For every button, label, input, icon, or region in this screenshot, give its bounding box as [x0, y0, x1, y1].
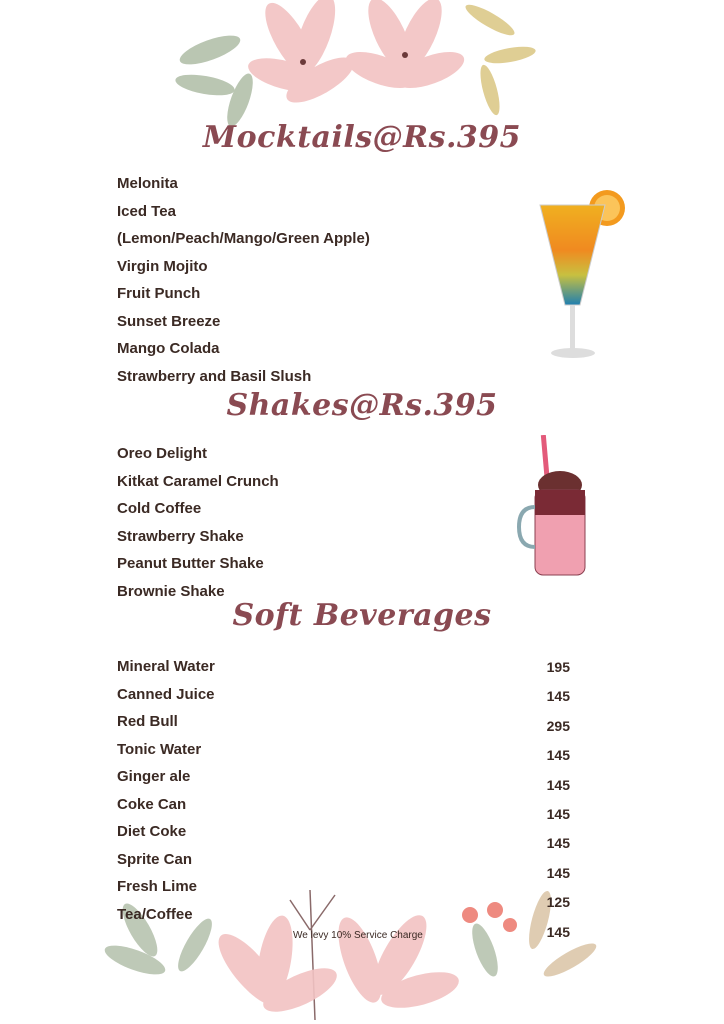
price: 145	[546, 864, 570, 881]
list-item: Brownie Shake	[117, 582, 225, 600]
list-item: Melonita	[117, 175, 178, 192]
shake-jar-illustration	[515, 435, 595, 585]
price: 145	[546, 776, 570, 793]
list-item: Coke Can	[117, 795, 187, 813]
shakes-list	[117, 445, 279, 610]
soft-beverages-heading: Soft Beverages	[232, 598, 492, 633]
shakes-heading: Shakes@Rs.395	[226, 388, 498, 423]
price: 295	[546, 717, 570, 734]
price: 145	[546, 688, 570, 705]
list-item: Strawberry and Basil Slush	[117, 367, 312, 385]
list-item: Diet Coke	[117, 823, 187, 840]
list-item: Ginger ale	[117, 768, 191, 785]
list-item: Red Bull	[117, 713, 178, 730]
price: 145	[546, 805, 570, 822]
list-item: Peanut Butter Shake	[117, 555, 264, 572]
price: 145	[546, 923, 570, 940]
mocktails-list	[117, 175, 370, 395]
list-item: Kitkat Caramel Crunch	[117, 472, 279, 490]
price: 145	[546, 835, 570, 852]
mocktails-heading: Mocktails@Rs.395	[202, 120, 522, 155]
list-item: Fresh Lime	[117, 878, 198, 895]
mocktail-glass-illustration	[535, 180, 630, 365]
list-item: Fruit Punch	[117, 285, 201, 302]
list-item: Iced Tea	[117, 202, 176, 220]
list-item: Canned Juice	[117, 685, 215, 703]
list-item: Mineral Water	[117, 658, 215, 675]
soft-beverages-prices	[540, 658, 570, 952]
service-charge-note: We levy 10% Service Charge	[293, 930, 423, 941]
list-item: Strawberry Shake	[117, 527, 244, 545]
top-floral-decoration	[170, 0, 550, 130]
price: 195	[546, 659, 570, 675]
list-item: Sunset Breeze	[117, 312, 221, 330]
soft-beverages-list	[117, 658, 215, 933]
list-item: (Lemon/Peach/Mango/Green Apple)	[117, 230, 370, 247]
list-item: Virgin Mojito	[117, 257, 208, 275]
list-item: Mango Colada	[117, 340, 220, 357]
list-item: Tonic Water	[117, 740, 202, 758]
list-item: Tea/Coffee	[117, 905, 193, 923]
price: 125	[546, 894, 570, 911]
price: 145	[546, 747, 570, 764]
list-item: Sprite Can	[117, 850, 193, 868]
list-item: Cold Coffee	[117, 500, 202, 517]
list-item: Oreo Delight	[117, 445, 208, 462]
